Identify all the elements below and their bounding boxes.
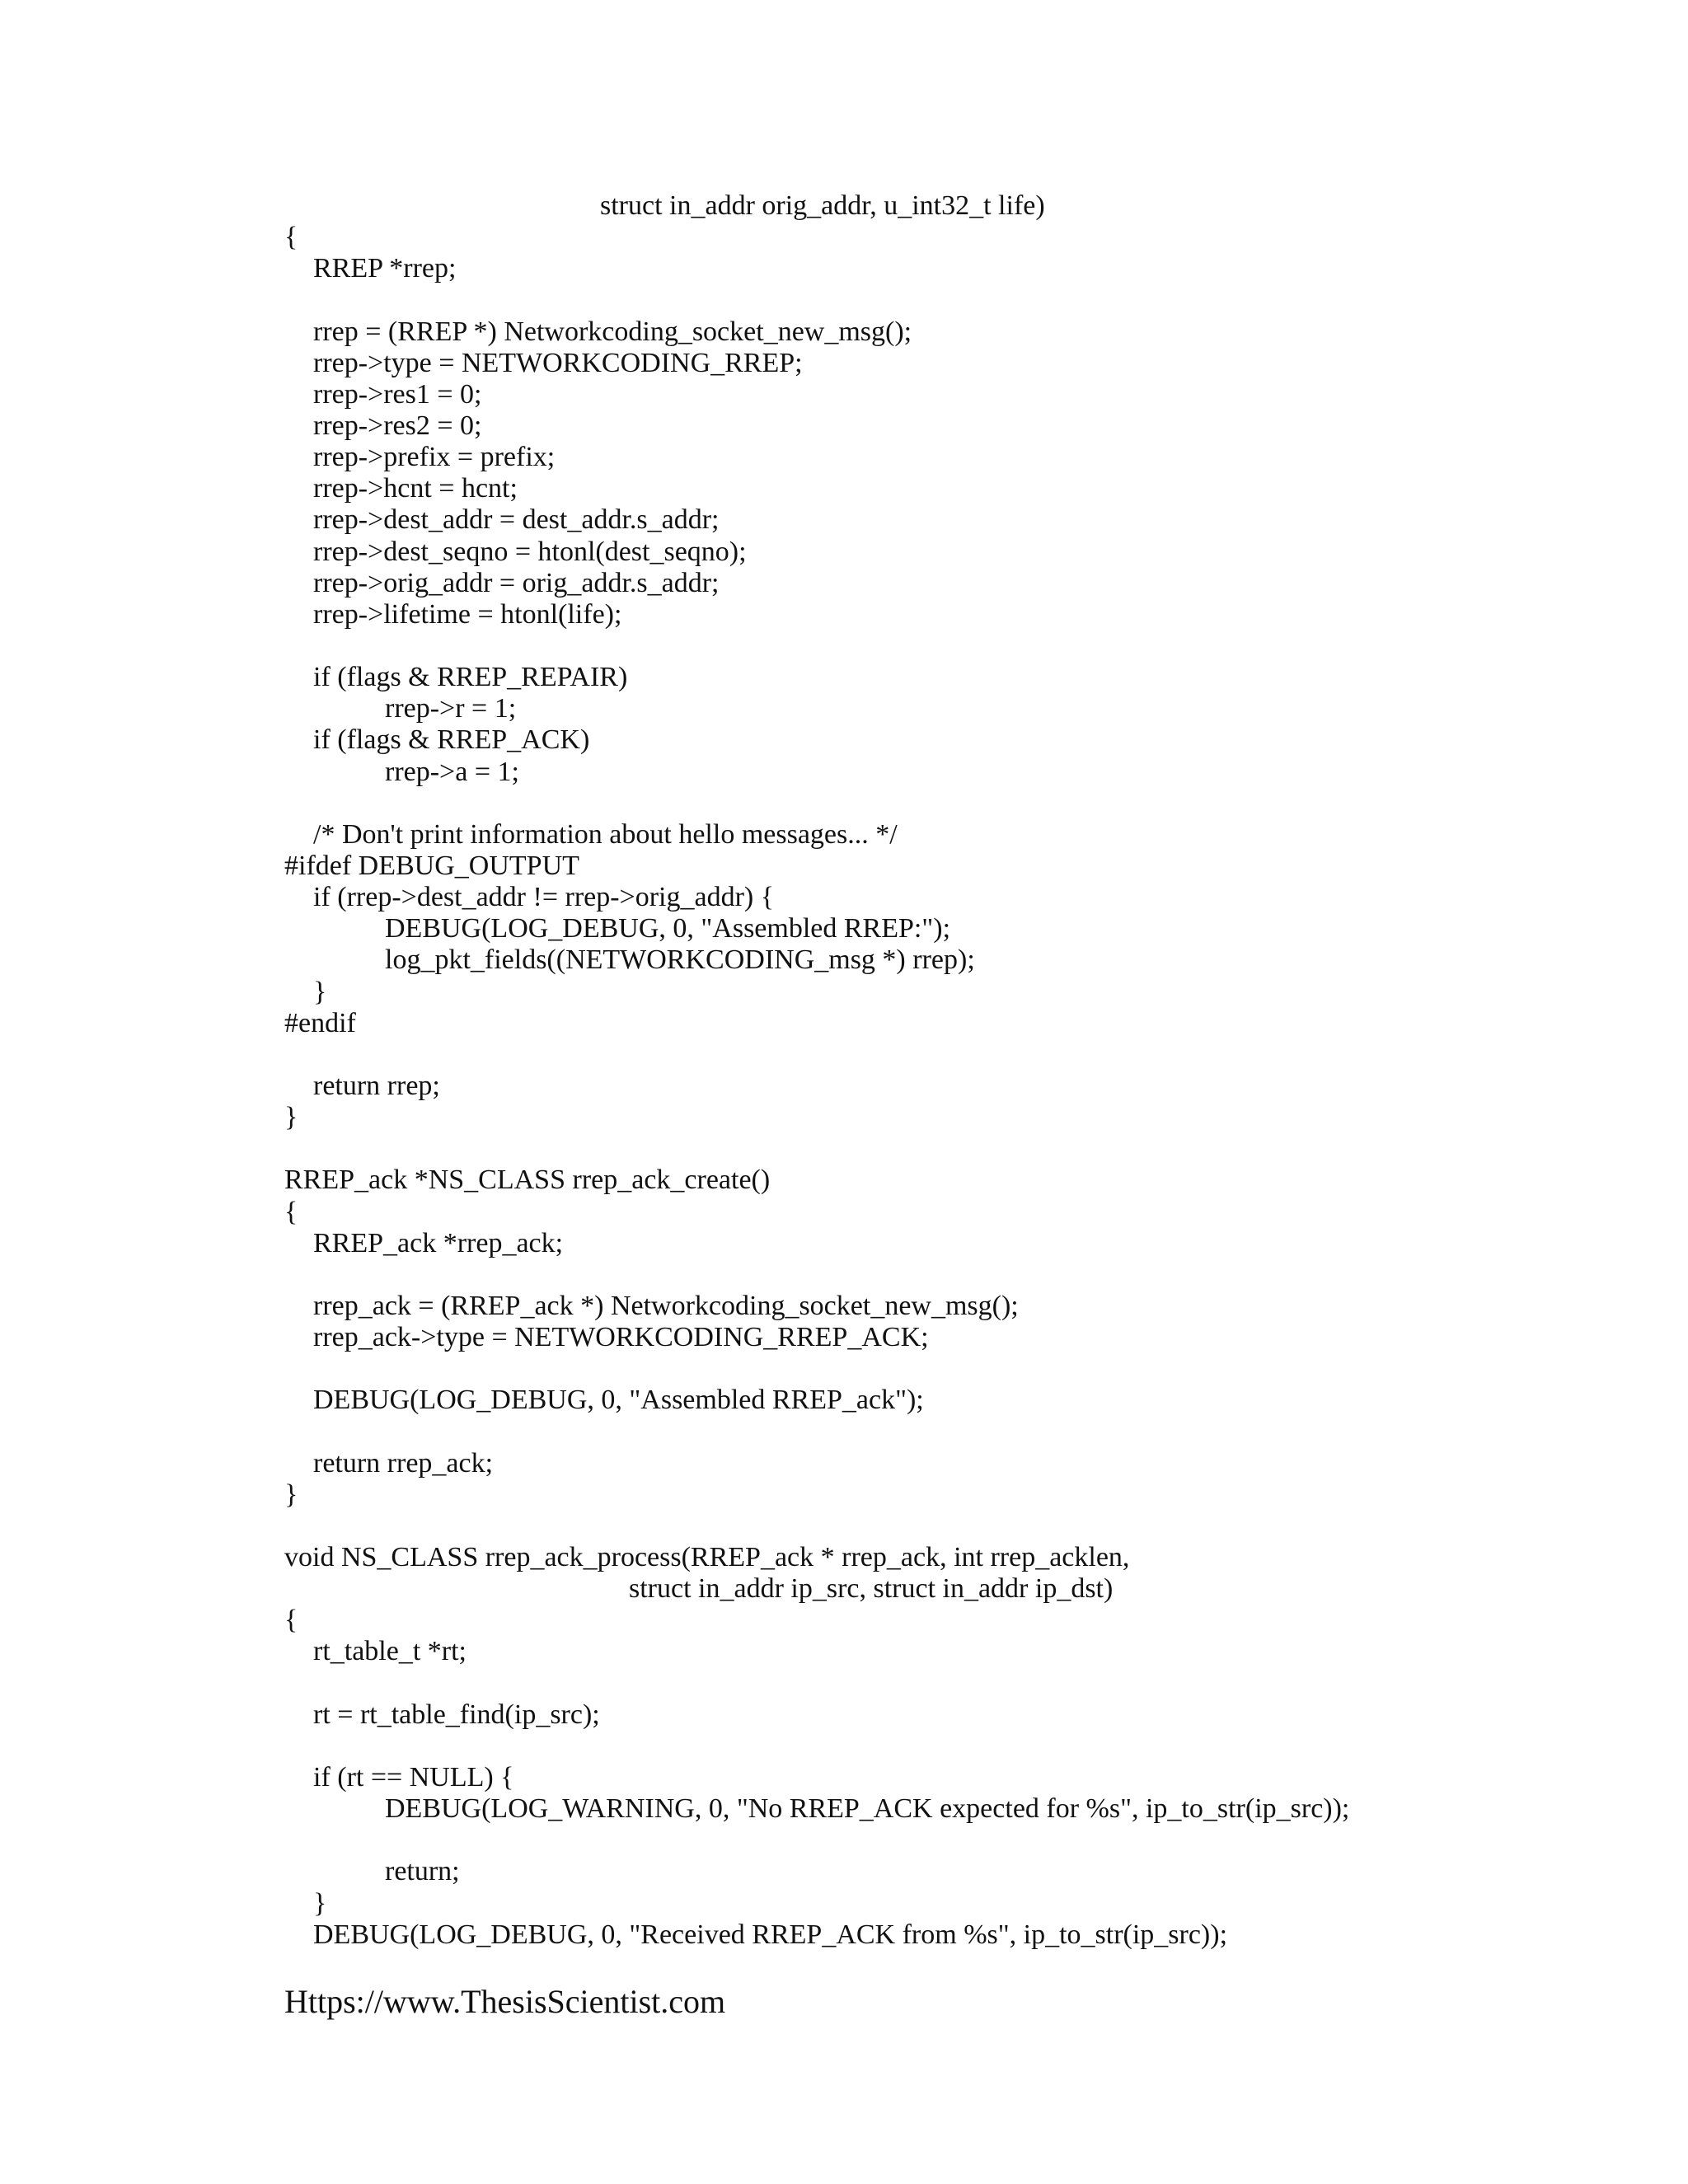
code-line bbox=[284, 1416, 1644, 1447]
code-line: rrep->dest_addr = dest_addr.s_addr; bbox=[313, 504, 720, 536]
code-line: { bbox=[284, 1196, 298, 1227]
code-line: DEBUG(LOG_DEBUG, 0, "Assembled RREP_ack"); bbox=[313, 1385, 924, 1416]
code-line bbox=[284, 1511, 1644, 1542]
code-line: rrep->hcnt = hcnt; bbox=[313, 473, 518, 504]
code-line: } bbox=[313, 976, 327, 1007]
code-line: rrep = (RREP *) Networkcoding_socket_new_msg(); bbox=[313, 316, 912, 347]
code-line: rrep_ack->type = NETWORKCODING_RREP_ACK; bbox=[313, 1322, 929, 1353]
code-line: rrep->orig_addr = orig_addr.s_addr; bbox=[313, 567, 720, 598]
code-line: DEBUG(LOG_WARNING, 0, "No RREP_ACK expected for %s", ip_to_str(ip_src)); bbox=[385, 1793, 1350, 1825]
code-line: return; bbox=[385, 1856, 460, 1887]
footer-url: Https://www.ThesisScientist.com bbox=[284, 1983, 726, 2020]
code-line bbox=[284, 630, 1644, 662]
code-line: rt = rt_table_find(ip_src); bbox=[313, 1699, 600, 1730]
code-line bbox=[284, 1731, 1644, 1762]
code-line: DEBUG(LOG_DEBUG, 0, "Received RREP_ACK from %s", ip_to_str(ip_src)); bbox=[313, 1919, 1228, 1950]
code-line: } bbox=[284, 1102, 298, 1133]
code-line: if (rrep->dest_addr != rrep->orig_addr) { bbox=[313, 882, 775, 913]
code-line bbox=[284, 284, 1644, 316]
code-line: rrep->r = 1; bbox=[385, 693, 517, 724]
code-line: { bbox=[284, 222, 298, 253]
code-line: rrep->dest_seqno = htonl(dest_seqno); bbox=[313, 536, 747, 567]
code-line bbox=[284, 1259, 1644, 1291]
code-line: RREP *rrep; bbox=[313, 253, 457, 284]
code-line bbox=[284, 788, 1644, 819]
code-line: DEBUG(LOG_DEBUG, 0, "Assembled RREP:"); bbox=[385, 913, 951, 944]
code-line: struct in_addr ip_src, struct in_addr ip_dst) bbox=[629, 1573, 1114, 1605]
code-line: #endif bbox=[284, 1007, 356, 1038]
code-line: #ifdef DEBUG_OUTPUT bbox=[284, 850, 579, 881]
code-line bbox=[284, 1133, 1644, 1165]
code-line: void NS_CLASS rrep_ack_process(RREP_ack * rrep_ack, int rrep_acklen, bbox=[284, 1542, 1130, 1573]
code-line: return rrep_ack; bbox=[313, 1447, 494, 1479]
code-line: } bbox=[284, 1479, 298, 1510]
code-line: if (flags & RREP_REPAIR) bbox=[313, 662, 628, 693]
code-listing bbox=[284, 190, 1644, 1951]
code-line: rrep->res2 = 0; bbox=[313, 410, 482, 441]
code-line: struct in_addr orig_addr, u_int32_t life) bbox=[600, 190, 1045, 221]
code-line: RREP_ack *NS_CLASS rrep_ack_create() bbox=[284, 1165, 771, 1196]
code-line: rrep->prefix = prefix; bbox=[313, 442, 556, 473]
code-line: rrep->type = NETWORKCODING_RREP; bbox=[313, 347, 803, 378]
code-line: rrep_ack = (RREP_ack *) Networkcoding_socket_new_msg(); bbox=[313, 1290, 1019, 1321]
code-line: RREP_ack *rrep_ack; bbox=[313, 1227, 564, 1258]
code-line: rrep->lifetime = htonl(life); bbox=[313, 598, 622, 630]
code-line: rrep->a = 1; bbox=[385, 756, 519, 787]
code-line: return rrep; bbox=[313, 1070, 440, 1101]
code-line bbox=[284, 1353, 1644, 1385]
code-line: if (rt == NULL) { bbox=[313, 1762, 514, 1793]
code-line bbox=[284, 1039, 1644, 1071]
code-line: /* Don't print information about hello messages... */ bbox=[313, 818, 898, 850]
code-line: { bbox=[284, 1605, 298, 1636]
code-line: log_pkt_fields((NETWORKCODING_msg *) rrep); bbox=[385, 944, 975, 976]
code-line: } bbox=[313, 1887, 327, 1919]
code-line bbox=[284, 1825, 1644, 1856]
code-line: rrep->res1 = 0; bbox=[313, 378, 482, 410]
code-line: if (flags & RREP_ACK) bbox=[313, 724, 590, 756]
code-line: rt_table_t *rt; bbox=[313, 1636, 467, 1667]
code-line bbox=[284, 1668, 1644, 1699]
